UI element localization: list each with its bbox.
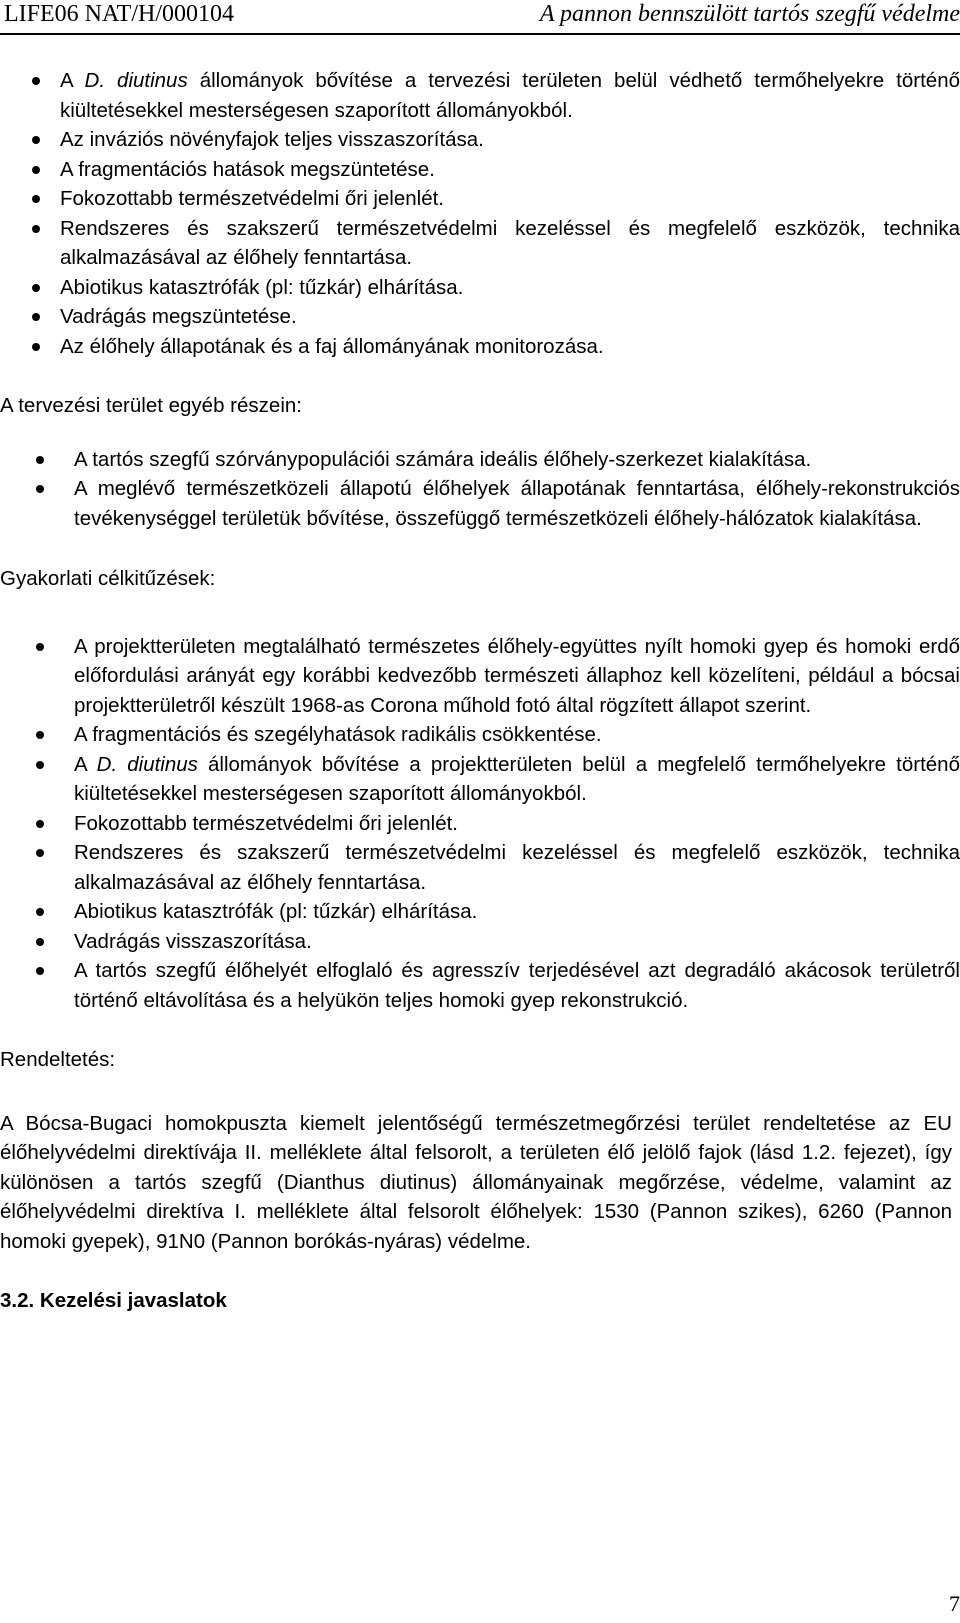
list-item: Vadrágás visszaszorítása. <box>0 927 960 957</box>
list-item: Fokozottabb természetvédelmi őri jelenlét. <box>0 809 960 839</box>
bullet-icon <box>32 166 40 174</box>
bullet-icon <box>36 849 44 857</box>
bullet-icon <box>32 225 40 233</box>
practical-objectives-list <box>0 632 960 1016</box>
page-header <box>0 0 960 36</box>
list-item: A fragmentációs hatások megszüntetése. <box>0 155 960 185</box>
project-title: A pannon bennszülött tartós szegfű védelme <box>539 1 960 27</box>
bullet-icon <box>36 938 44 946</box>
bullet-icon <box>32 284 40 292</box>
list-item: A tartós szegfű szórványpopulációi számára ideális élőhely-szerkezet kialakítása. <box>0 445 960 475</box>
list-item: Abiotikus katasztrófák (pl: tűzkár) elhárítása. <box>0 897 960 927</box>
list-item: Abiotikus katasztrófák (pl: tűzkár) elhárítása. <box>0 273 960 303</box>
bullet-icon <box>36 761 44 769</box>
list-item: Az inváziós növényfajok teljes visszaszorítása. <box>0 125 960 155</box>
section-heading: 3.2. Kezelési javaslatok <box>0 1289 227 1312</box>
bullet-icon <box>36 643 44 651</box>
bullet-icon <box>32 136 40 144</box>
header-rule <box>0 33 960 35</box>
bullet-icon <box>36 967 44 975</box>
list-item: A tartós szegfű élőhelyét elfoglaló és agresszív terjedésével azt degradáló akácosok területről történő eltávolítása és a helyükön teljes homoki gyep rekonstrukció. <box>0 956 960 1015</box>
other-parts-list <box>0 445 960 534</box>
list-item: Vadrágás megszüntetése. <box>0 302 960 332</box>
bullet-icon <box>36 820 44 828</box>
page-content <box>0 66 960 1316</box>
list-item: A D. diutinus állományok bővítése a tervezési területen belül védhető termőhelyekre történő kiültetésekkel mesterségesen szaporított állományokból. <box>0 66 960 125</box>
project-code: LIFE06 NAT/H/000104 <box>4 1 234 27</box>
list-item: A projektterületen megtalálható természetes élőhely-együttes nyílt homoki gyep és homoki erdő előfordulási arányát egy korábbi kedvezőbb természeti állaphoz kell közelíteni, például a bócsai projektterületről készült 1968-as Corona műhold fotó által rögzített állapot szerint. <box>0 632 960 721</box>
practical-heading: Gyakorlati célkitűzések: <box>0 567 216 590</box>
bullet-icon <box>36 731 44 739</box>
list-item: Fokozottabb természetvédelmi őri jelenlét. <box>0 184 960 214</box>
list-item: Rendszeres és szakszerű természetvédelmi kezeléssel és megfelelő eszközök, technika alkalmazásával az élőhely fenntartása. <box>0 214 960 273</box>
list-item: Rendszeres és szakszerű természetvédelmi kezeléssel és megfelelő eszközök, technika alkalmazásával az élőhely fenntartása. <box>0 838 960 897</box>
purpose-heading: Rendeltetés: <box>0 1048 116 1071</box>
other-parts-intro: A tervezési terület egyéb részein: <box>0 394 302 417</box>
bullet-icon <box>36 456 44 464</box>
list-item: Az élőhely állapotának és a faj állományának monitorozása. <box>0 332 960 362</box>
bullet-icon <box>32 313 40 321</box>
list-item: A fragmentációs és szegélyhatások radikális csökkentése. <box>0 720 960 750</box>
objectives-list <box>0 66 960 361</box>
bullet-icon <box>36 908 44 916</box>
purpose-paragraph: A Bócsa-Bugaci homokpuszta kiemelt jelentőségű természetmegőrzési terület rendeltetése az EU élőhelyvédelmi direktívája II. melléklete által felsorolt, a területen élő jelölő fajok (lásd 1.2. fejezet), így különösen a tartós szegfű (Dianthus diutinus) állományainak megőrzése, védelme, valamint az élőhelyvédelmi direktíva I. melléklete által felsorolt élőhelyek: 1530 (Pannon szikes), 6260 (Pannon homoki gyepek), 91N0 (Pannon borókás-nyáras) védelme. <box>0 1111 952 1253</box>
bullet-icon <box>32 195 40 203</box>
list-item: A D. diutinus állományok bővítése a projektterületen belül a megfelelő termőhelyekre történő kiültetésekkel mesterségesen szaporított állományokból. <box>0 750 960 809</box>
bullet-icon <box>32 343 40 351</box>
list-item: A meglévő természetközeli állapotú élőhelyek állapotának fenntartása, élőhely-rekonstrukciós tevékenységgel területük bővítése, összefüggő természetközeli élőhely-hálózatok kialakítása. <box>0 474 960 533</box>
page-number: 7 <box>949 1591 960 1616</box>
bullet-icon <box>36 485 44 493</box>
bullet-icon <box>32 77 40 85</box>
